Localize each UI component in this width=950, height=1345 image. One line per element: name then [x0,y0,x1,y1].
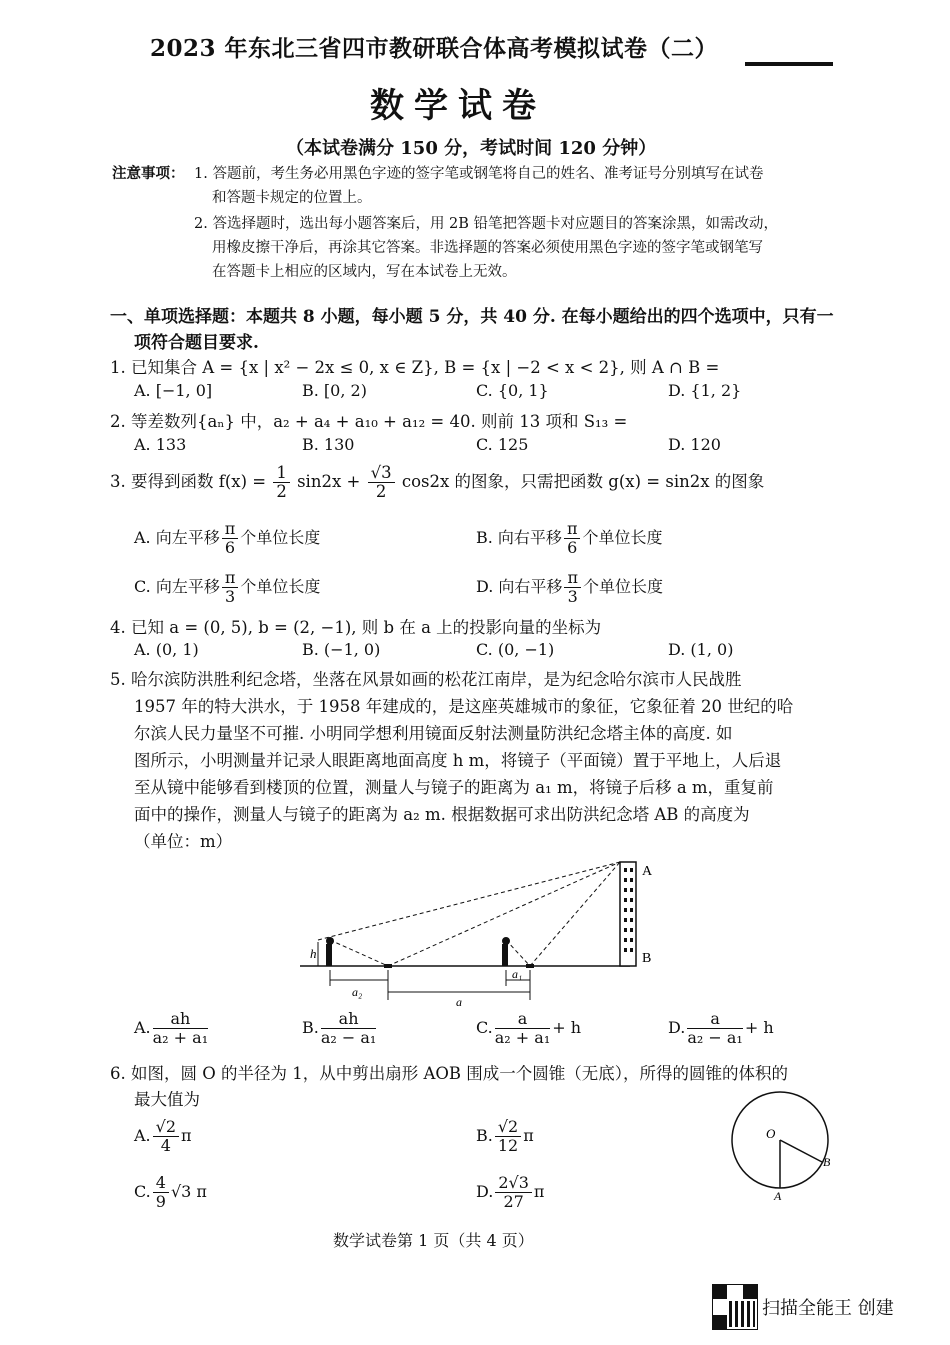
q5-option-b [302,1010,378,1047]
q6-label-a: A [774,1189,782,1202]
q5-line-3: 尔滨人民力量坚不可摧. 小明同学想利用镜面反射法测量防洪纪念塔主体的高度. 如 [134,724,733,743]
q5-label-a-distance: a [456,995,462,1009]
q5-c-den: a₂ + a₁ [494,1028,551,1047]
q3-stem [110,464,764,501]
note-1-line-1: 1. 答题前，考生务必用黑色字迹的签字笔或钢笔将自己的姓名、准考证号分别填写在试卷 [194,166,764,182]
q4-option-c: C. (0, −1) [476,640,555,659]
q6-label-o: O [766,1126,776,1141]
title-scribble [745,62,833,66]
q5-label-a: A [642,864,653,879]
q3-c-pre: C. 向左平移 [134,577,220,596]
q5-d-post: + h [744,1018,774,1037]
q3-b-pre: B. 向右平移 [476,528,562,547]
q4-option-d: D. (1, 0) [668,640,734,659]
q6-option-b [476,1118,534,1155]
q5-label-a2: a₂ [352,985,363,999]
q2-option-a: A. 133 [134,435,187,454]
q6-a-post: π [181,1126,192,1145]
q3-c-num: π [222,569,239,588]
q3-frac1-den: 2 [276,482,287,501]
q6-d-post: π [533,1182,545,1201]
q6-d-den: 27 [503,1192,524,1211]
q5-c-num: a [495,1010,550,1029]
q5-option-a [134,1010,210,1047]
q6-circle-diagram [722,1090,840,1202]
q5-option-d [668,1010,774,1047]
scanner-watermark: 扫描全能王 创建 [762,1298,894,1319]
q2-option-c: C. 125 [476,435,529,454]
q3-c-post: 个单位长度 [240,577,321,596]
q5-tower-diagram [290,850,670,1010]
q3-option-b [476,520,662,557]
qr-code-icon [712,1284,758,1330]
q3-frac1-num: 1 [273,464,290,483]
q1-option-b: B. [0, 2) [302,381,367,400]
q6-option-c [134,1174,207,1211]
q5-label-b: B [642,951,652,966]
q6-b-pre: B. [476,1126,493,1145]
q6-b-den: 12 [497,1136,519,1155]
q2-stem: 2. 等差数列{aₙ} 中，a₂ + a₄ + a₁₀ + a₁₂ = 40. 则前 13 项和 S₁₃ = [110,412,628,431]
q1-option-d: D. {1, 2} [668,381,742,400]
q6-b-num: √2 [495,1118,521,1137]
q6-c-pre: C. [134,1182,151,1201]
q3-frac2-den: 2 [375,482,387,501]
q3-d-post: 个单位长度 [582,577,663,596]
q3-a-post: 个单位长度 [240,528,321,547]
q5-b-pre: B. [302,1018,319,1037]
q5-a-pre: A. [134,1018,151,1037]
q3-a-num: π [222,520,239,539]
exam-info: （本试卷满分 150 分，考试时间 120 分钟） [286,138,657,159]
q1-option-c: C. {0, 1} [476,381,549,400]
q5-a-num: ah [153,1010,208,1029]
q4-option-b: B. (−1, 0) [302,640,381,659]
q5-d-den: a₂ − a₁ [687,1028,743,1047]
q6-c-num: 4 [153,1174,169,1193]
q3-b-num: π [564,520,581,539]
q3-d-den: 3 [567,587,578,606]
q3-option-a [134,520,320,557]
q5-a-den: a₂ + a₁ [152,1028,209,1047]
section-1-heading: 一、单项选择题：本题共 8 小题，每小题 5 分，共 40 分. 在每小题给出的四个选项中，只有一 [110,307,834,327]
notes-label: 注意事项： [112,165,185,182]
note-2-line-3: 在答题卡上相应的区域内，写在本试卷上无效。 [212,264,517,280]
q3-fraction-2 [368,464,395,501]
q6-line-1: 6. 如图，圆 O 的半径为 1，从中剪出扇形 AOB 围成一个圆锥（无底），所得的圆锥的体积的 [110,1064,789,1083]
q4-option-a: A. (0, 1) [134,640,199,659]
q3-b-post: 个单位长度 [582,528,663,547]
page-footer: 数学试卷第 1 页（共 4 页） [333,1231,534,1250]
q5-option-c [476,1010,581,1047]
q6-a-num: √2 [153,1118,179,1137]
q3-fraction-1 [273,464,290,501]
q3-d-num: π [564,569,581,588]
q3-b-den: 6 [567,538,578,557]
note-2-line-2: 用橡皮擦干净后，再涂其它答案。非选择题的答案必须使用黑色字迹的签字笔或钢笔写 [212,240,763,256]
q5-line-6: 面中的操作，测量人与镜子的距离为 a₂ m. 根据数据可求出防洪纪念塔 AB 的高度为 [134,805,750,824]
q1-stem: 1. 已知集合 A = {x | x² − 2x ≤ 0, x ∈ Z}, B = {x | −2 < x < 2}, 则 A ∩ B = [110,358,720,377]
q5-d-pre: D. [668,1018,686,1037]
q5-b-num: ah [321,1010,376,1029]
section-1-heading-line-2: 项符合题目要求. [134,333,259,353]
q5-label-a1: a₁ [512,967,523,981]
q6-c-den: 9 [155,1192,166,1211]
q3-stem-end: cos2x 的图象，只需把函数 g(x) = sin2x 的图象 [401,472,765,491]
q1-option-a: A. [−1, 0] [134,381,213,400]
q6-a-den: 4 [160,1136,171,1155]
q6-line-2: 最大值为 [134,1090,200,1109]
q3-stem-mid: sin2x + [297,472,361,491]
q6-option-d [476,1174,544,1211]
q3-frac2-num: √3 [368,464,395,483]
q3-option-c [134,569,320,606]
subject-title: 数学试卷 [370,86,546,126]
q5-b-den: a₂ − a₁ [320,1028,377,1047]
q5-label-h: h [310,946,317,961]
q5-line-5: 至从镜中能够看到楼顶的位置，测量人与镜子的距离为 a₁ m，将镜子后移 a m，重复前 [134,778,774,797]
q2-option-d: D. 120 [668,435,721,454]
q3-c-den: 3 [225,587,236,606]
q5-line-1: 5. 哈尔滨防洪胜利纪念塔，坐落在风景如画的松花江南岸，是为纪念哈尔滨市人民战胜 [110,670,742,689]
q6-option-a [134,1118,192,1155]
q3-d-pre: D. 向右平移 [476,577,563,596]
q6-b-post: π [523,1126,534,1145]
q6-c-post: √3 π [170,1182,207,1201]
q5-c-post: + h [552,1018,582,1037]
q6-d-pre: D. [476,1182,494,1201]
q6-d-num: 2√3 [495,1174,532,1193]
note-2-line-1: 2. 答选择题时，选出每小题答案后，用 2B 铅笔把答题卡对应题目的答案涂黑，如需改动， [194,216,779,232]
q5-line-7: （单位：m） [134,832,233,851]
note-1-line-2: 和答题卡规定的位置上。 [212,190,372,206]
q5-line-4: 图所示，小明测量并记录人眼距离地面高度 h m，将镜子（平面镜）置于平地上，人后退 [134,751,782,770]
q3-option-d [476,569,663,606]
q2-option-b: B. 130 [302,435,355,454]
q6-label-b: B [823,1155,831,1169]
q5-d-num: a [687,1010,742,1029]
q5-line-2: 1957 年的特大洪水，于 1958 年建成的，是这座英雄城市的象征，它象征着 20 世纪的哈 [134,697,794,716]
q6-a-pre: A. [134,1126,151,1145]
q3-a-den: 6 [224,538,236,557]
q4-stem: 4. 已知 a = (0, 5), b = (2, −1), 则 b 在 a 上的投影向量的坐标为 [110,618,602,637]
q5-c-pre: C. [476,1018,493,1037]
q3-stem-start: 3. 要得到函数 f(x) = [110,472,267,491]
q3-a-pre: A. 向左平移 [134,528,220,547]
exam-title: 2023 年东北三省四市教研联合体高考模拟试卷（二） [150,35,719,62]
